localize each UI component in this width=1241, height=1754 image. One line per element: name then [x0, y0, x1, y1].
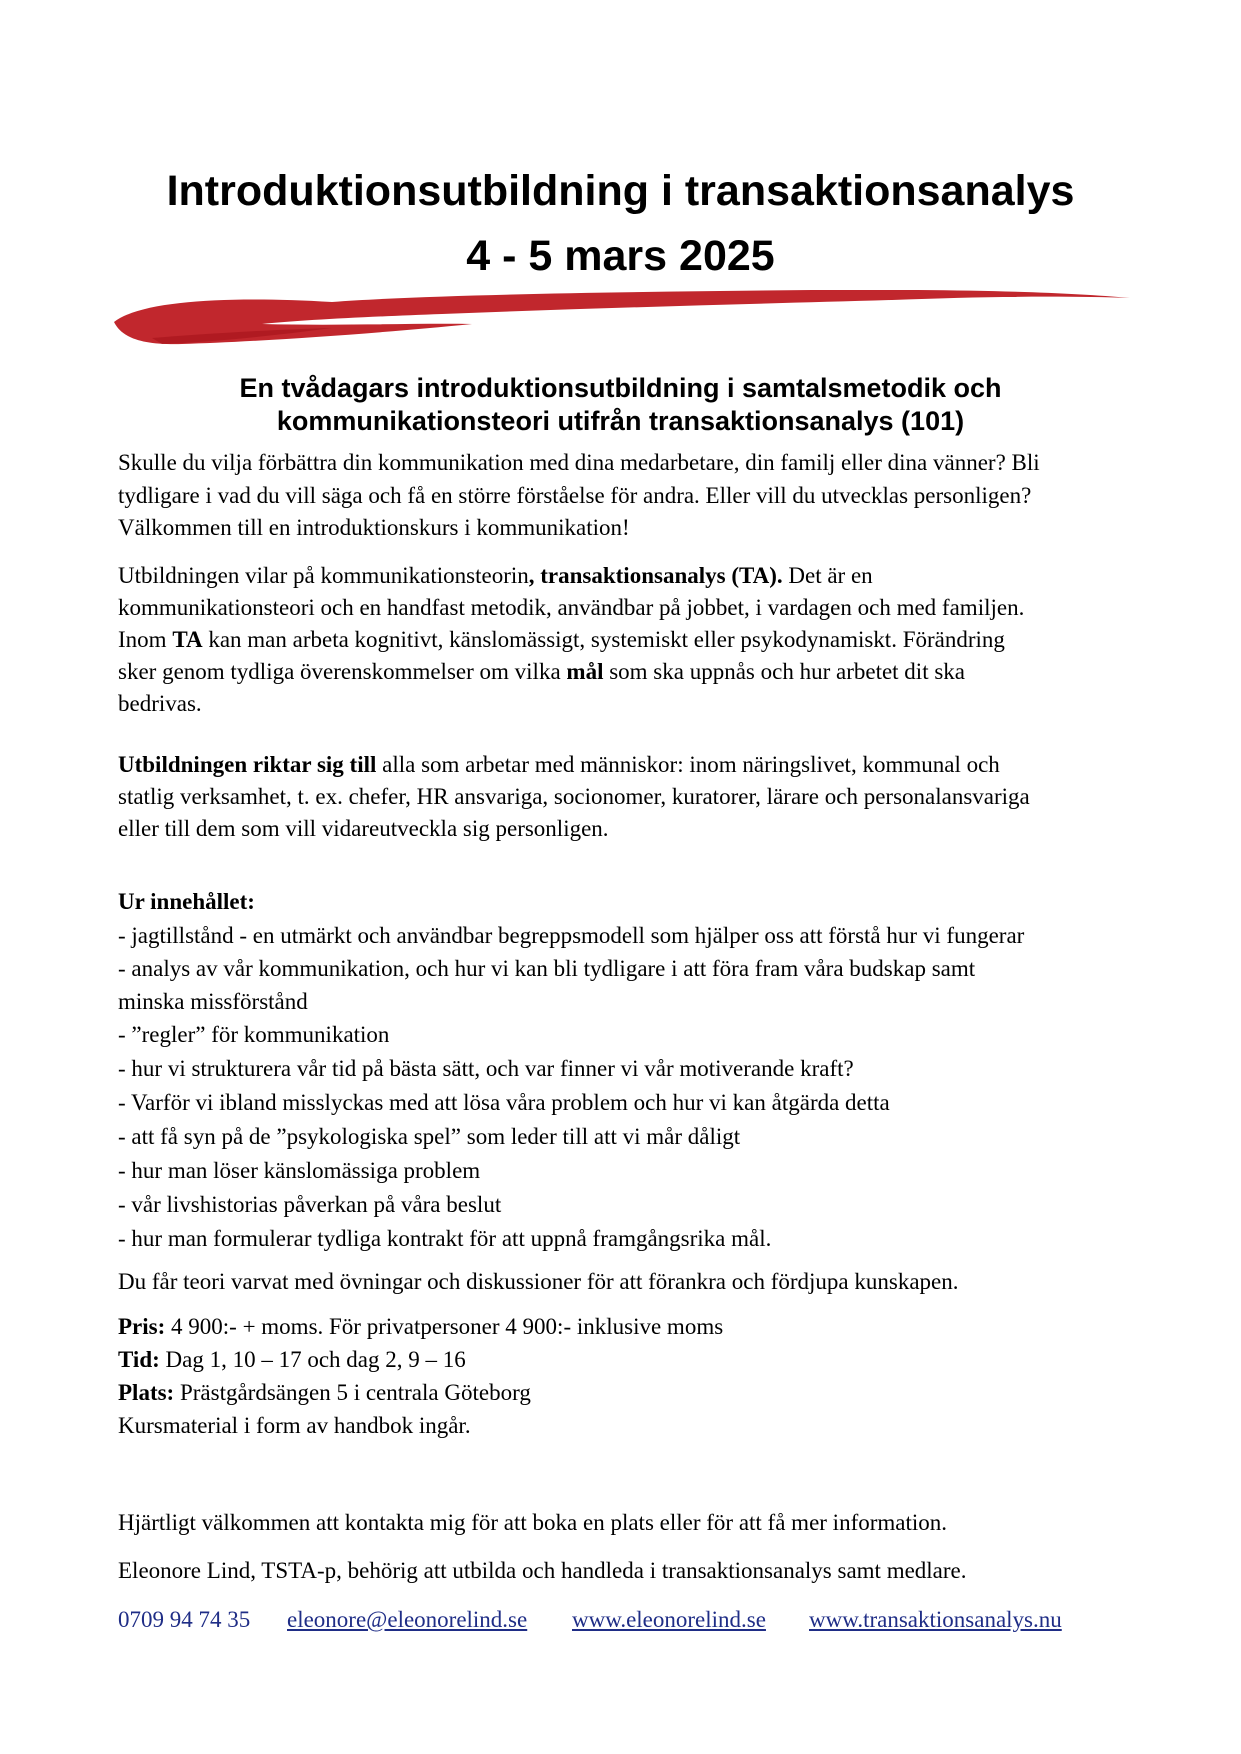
method-line	[118, 656, 1128, 689]
audience-line: eller till dem som vill vidareutveckla sig personligen.	[118, 816, 609, 841]
contact-email-link[interactable]: eleonore@eleonorelind.se	[287, 1607, 528, 1632]
content-heading: Ur innehållet:	[118, 889, 255, 914]
website-link-transaktionsanalys[interactable]: www.transaktionsanalys.nu	[809, 1607, 1062, 1632]
content-list-item: - hur man formulerar tydliga kontrakt för att uppnå framgångsrika mål.	[118, 1226, 772, 1251]
method-line: kommunikationsteori och en handfast metodik, användbar på jobbet, i vardagen och med familjen.	[118, 595, 1025, 620]
method-line	[118, 624, 1128, 657]
content-list-item: - vår livshistorias påverkan på våra beslut	[118, 1192, 502, 1217]
closing-signature: Eleonore Lind, TSTA-p, behörig att utbilda och handleda i transaktionsanalys samt medlare.	[118, 1558, 967, 1583]
intro-line: Skulle du vilja förbättra din kommunikation med dina medarbetare, din familj eller dina vänner? Bli	[118, 450, 1040, 475]
closing-welcome: Hjärtligt välkommen att kontakta mig för att boka en plats eller för att få mer information.	[118, 1510, 948, 1535]
audience-line: statlig verksamhet, t. ex. chefer, HR ansvariga, socionomer, kuratorer, lärare och personalansvariga	[118, 784, 1030, 809]
subtitle-line-2: kommunikationsteori utifrån transaktionsanalys (101)	[276, 406, 965, 436]
price-label: Pris:	[118, 1314, 166, 1339]
website-link-eleonorelind[interactable]: www.eleonorelind.se	[572, 1607, 766, 1632]
content-list-item: - hur man löser känslomässiga problem	[118, 1158, 481, 1183]
place-line	[118, 1377, 1128, 1410]
price-value: 4 900:- + moms. För privatpersoner 4 900:- inklusive moms	[165, 1314, 724, 1339]
time-value: Dag 1, 10 – 17 och dag 2, 9 – 16	[159, 1347, 466, 1372]
place-label: Plats:	[118, 1380, 175, 1405]
method-text: Det är en	[782, 563, 873, 588]
method-text: Utbildningen vilar på kommunikationsteorin	[118, 563, 529, 588]
audience-text: alla som arbetar med människor: inom näringslivet, kommunal och	[376, 752, 1000, 777]
content-list-item: - ”regler” för kommunikation	[118, 1022, 390, 1047]
time-label: Tid:	[118, 1347, 160, 1372]
method-text: Inom	[118, 627, 173, 652]
intro-line: tydligare i vad du vill säga och få en större förståelse för andra. Eller vill du utvecklas personligen?	[118, 483, 1032, 508]
subtitle-line-1: En tvådagars introduktionsutbildning i samtalsmetodik och	[239, 373, 1002, 403]
method-ta-abbrev: TA	[172, 627, 203, 652]
content-list-item: - jagtillstånd - en utmärkt och användbar begreppsmodell som hjälper oss att förstå hur vi fungerar	[118, 923, 1025, 948]
red-brush-stroke-decoration	[112, 290, 1132, 350]
audience-line	[118, 749, 1128, 782]
method-goal-term: mål	[566, 659, 604, 684]
time-line	[118, 1344, 1128, 1377]
method-text: sker genom tydliga överenskommelser om vilka	[118, 659, 567, 684]
audience-label: Utbildningen riktar sig till	[118, 752, 377, 777]
method-text: som ska uppnås och hur arbetet dit ska	[603, 659, 965, 684]
contact-phone: 0709 94 74 35	[118, 1607, 251, 1632]
content-list-item: - analys av vår kommunikation, och hur vi kan bli tydligare i att föra fram våra budskap samt	[118, 956, 976, 981]
content-list-item: - att få syn på de ”psykologiska spel” som leder till att vi mår dåligt	[118, 1124, 741, 1149]
intro-line: Välkommen till en introduktionskurs i kommunikation!	[118, 515, 630, 540]
method-text: kan man arbeta kognitivt, känslomässigt, systemiskt eller psykodynamiskt. Förändring	[202, 627, 1005, 652]
price-line	[118, 1311, 1128, 1344]
content-summary: Du får teori varvat med övningar och diskussioner för att förankra och fördjupa kunskapen.	[118, 1269, 959, 1294]
material-line: Kursmaterial i form av handbok ingår.	[118, 1413, 471, 1438]
content-list-item: minska missförstånd	[118, 989, 308, 1014]
method-line: bedrivas.	[118, 691, 202, 716]
content-list-item: - hur vi strukturera vår tid på bästa sätt, och var finner vi vår motiverande kraft?	[118, 1056, 854, 1081]
method-line	[118, 560, 1128, 593]
place-value: Prästgårdsängen 5 i centrala Göteborg	[174, 1380, 531, 1405]
content-list-item: - Varför vi ibland misslyckas med att lösa våra problem och hur vi kan åtgärda detta	[118, 1090, 890, 1115]
page-title: Introduktionsutbildning i transaktionsanalys	[166, 167, 1075, 215]
method-ta-term: , transaktionsanalys (TA).	[528, 563, 783, 588]
course-dates: 4 - 5 mars 2025	[466, 232, 775, 280]
